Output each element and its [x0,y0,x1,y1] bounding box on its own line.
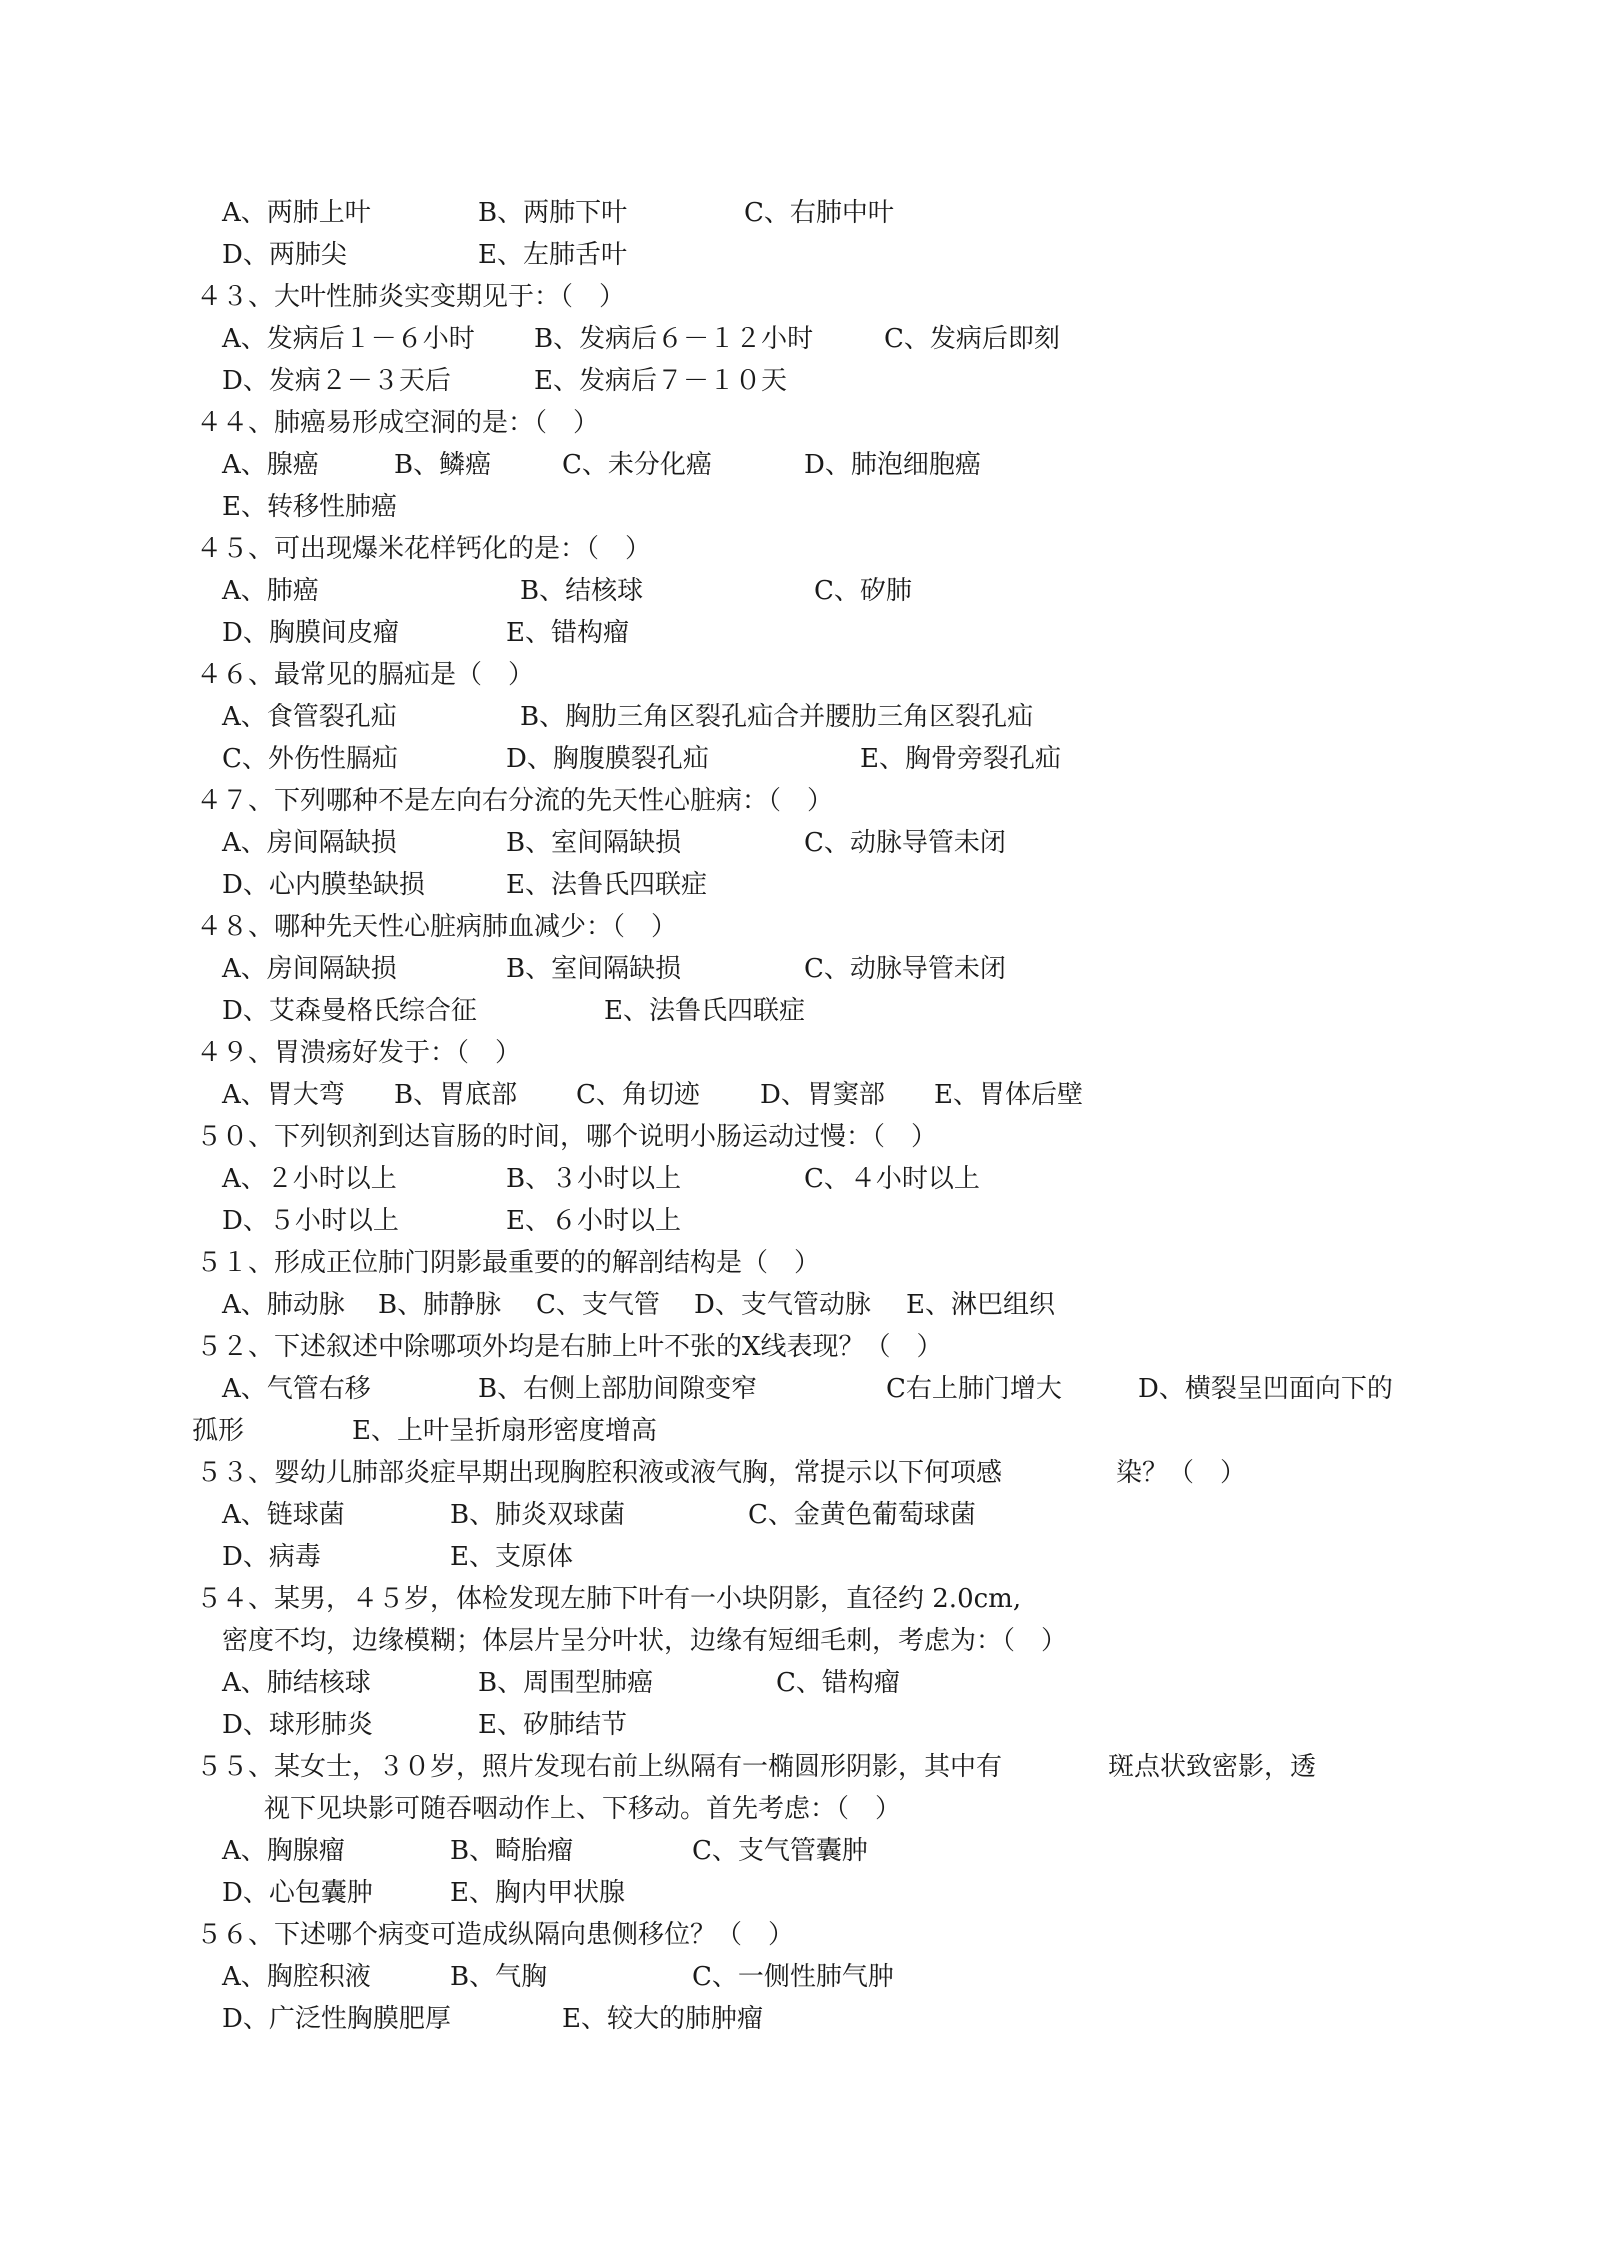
question-54-cont: 密度不均，边缘模糊；体层片呈分叶状，边缘有短细毛刺，考虑为：（ ） [222,1626,1068,1656]
option-a-q54: A、肺结核球 [222,1668,371,1698]
option-c-q43: C、发病后即刻 [884,324,1060,354]
option-c-q44: C、未分化癌 [562,450,712,480]
option-a-q55: A、胸腺瘤 [222,1836,345,1866]
question-44: ４４、肺癌易形成空洞的是：（ ） [196,408,600,438]
option-e-q46: E、胸骨旁裂孔疝 [860,744,1061,774]
option-a-q46: A、食管裂孔疝 [222,702,397,732]
option-e-q43: E、发病后７－１０天 [534,366,787,396]
question-53: ５３、婴幼儿肺部炎症早期出现胸腔积液或液气胸，常提示以下何项感 [196,1458,1003,1488]
question-47: ４７、下列哪种不是左向右分流的先天性心脏病：（ ） [196,786,834,816]
option-d-q56: D、广泛性胸膜肥厚 [222,2004,451,2034]
option-b-q50: B、３小时以上 [506,1164,682,1194]
option-a-q45: A、肺癌 [222,576,319,606]
option-d-q43: D、发病２－３天后 [222,366,451,396]
option-a-q50: A、２小时以上 [222,1164,397,1194]
option-c-q55: C、支气管囊肿 [692,1836,868,1866]
question-48: ４８、哪种先天性心脏病肺血减少：（ ） [196,912,678,942]
option-d-q45: D、胸膜间皮瘤 [222,618,399,648]
option-b-q53: B、肺炎双球菌 [450,1500,626,1530]
option-e-q51: E、淋巴组织 [906,1290,1055,1320]
option-e-q54: E、矽肺结节 [478,1710,627,1740]
option-e-q48: E、法鲁氏四联症 [604,996,805,1026]
option-e-q55: E、胸内甲状腺 [450,1878,625,1908]
question-55-mid: 斑点状致密影，透 [1108,1752,1317,1782]
option-b-q45: B、结核球 [520,576,644,606]
option-e-q44: E、转移性肺癌 [222,492,397,522]
option-a-q53: A、链球菌 [222,1500,345,1530]
option-a-q51: A、肺动脉 [222,1290,345,1320]
option-e-q53: E、支原体 [450,1542,573,1572]
option-a-q44: A、腺癌 [222,450,319,480]
question-51: ５１、形成正位肺门阴影最重要的的解剖结构是（ ） [196,1248,821,1278]
question-43: ４３、大叶性肺炎实变期见于：（ ） [196,282,626,312]
question-56: ５６、下述哪个病变可造成纵隔向患侧移位？（ ） [196,1920,795,1950]
option-c-q56: C、一侧性肺气肿 [692,1962,894,1992]
option-b-q43: B、发病后６－１２小时 [534,324,814,354]
question-54: ５４、某男，４５岁，体检发现左肺下叶有一小块阴影，直径约 2.0cm, [196,1584,1022,1614]
option-c-q47: C、动脉导管未闭 [804,828,1006,858]
option-a-q42: A、两肺上叶 [222,198,371,228]
option-b-q47: B、室间隔缺损 [506,828,682,858]
option-b-q51: B、肺静脉 [378,1290,502,1320]
option-b-q54: B、周围型肺癌 [478,1668,654,1698]
option-d-q47: D、心内膜垫缺损 [222,870,425,900]
option-c-q54: C、错构瘤 [776,1668,900,1698]
option-b-q56: B、气胸 [450,1962,548,1992]
option-b-q52: B、右侧上部肋间隙变窄 [478,1374,758,1404]
question-49: ４９、胃溃疡好发于：（ ） [196,1038,522,1068]
option-b-q55: B、畸胎瘤 [450,1836,574,1866]
option-b-q48: B、室间隔缺损 [506,954,682,984]
question-46: ４６、最常见的膈疝是（ ） [196,660,535,690]
question-53-cont: 染？（ ） [1116,1458,1247,1488]
question-50: ５０、下列钡剂到达盲肠的时间，哪个说明小肠运动过慢：（ ） [196,1122,938,1152]
option-a-q56: A、胸腔积液 [222,1962,371,1992]
option-e-q42: E、左肺舌叶 [478,240,627,270]
option-d-q52: D、横裂呈凹面向下的 [1138,1374,1393,1404]
option-d-q49: D、胃窦部 [760,1080,885,1110]
option-d-q52-cont: 孤形 [192,1416,245,1446]
option-d-q51: D、支气管动脉 [694,1290,871,1320]
option-e-q45: E、错构瘤 [506,618,629,648]
option-c-q46: C、外伤性膈疝 [222,744,398,774]
option-d-q42: D、两肺尖 [222,240,347,270]
option-b-q42: B、两肺下叶 [478,198,628,228]
option-e-q47: E、法鲁氏四联症 [506,870,707,900]
option-a-q52: A、气管右移 [222,1374,371,1404]
question-55: ５５、某女士，３０岁，照片发现右前上纵隔有一椭圆形阴影，其中有 [196,1752,1003,1782]
option-c-q48: C、动脉导管未闭 [804,954,1006,984]
option-e-q50: E、６小时以上 [506,1206,681,1236]
option-c-q45: C、矽肺 [814,576,912,606]
question-55-cont: 视下见块影可随吞咽动作上、下移动。首先考虑：（ ） [264,1794,902,1824]
option-b-q44: B、鳞癌 [394,450,492,480]
option-e-q49: E、胃体后壁 [934,1080,1083,1110]
option-d-q50: D、５小时以上 [222,1206,399,1236]
option-c-q52: C右上肺门增大 [886,1374,1062,1404]
option-c-q51: C、支气管 [536,1290,660,1320]
option-c-q53: C、金黄色葡萄球菌 [748,1500,976,1530]
option-a-q47: A、房间隔缺损 [222,828,397,858]
option-e-q56: E、较大的肺肿瘤 [562,2004,763,2034]
question-45: ４５、可出现爆米花样钙化的是：（ ） [196,534,652,564]
option-d-q54: D、球形肺炎 [222,1710,373,1740]
question-52: ５２、下述叙述中除哪项外均是右肺上叶不张的X线表现？（ ） [196,1332,943,1362]
option-d-q46: D、胸腹膜裂孔疝 [506,744,709,774]
option-a-q48: A、房间隔缺损 [222,954,397,984]
option-e-q52: E、上叶呈折扇形密度增高 [352,1416,657,1446]
option-c-q50: C、４小时以上 [804,1164,980,1194]
option-d-q53: D、病毒 [222,1542,321,1572]
option-c-q49: C、角切迹 [576,1080,700,1110]
option-c-q42: C、右肺中叶 [744,198,894,228]
option-a-q43: A、发病后１－６小时 [222,324,475,354]
option-d-q48: D、艾森曼格氏综合征 [222,996,477,1026]
option-b-q46: B、胸肋三角区裂孔疝合并腰肋三角区裂孔疝 [520,702,1034,732]
option-b-q49: B、胃底部 [394,1080,518,1110]
option-d-q55: D、心包囊肿 [222,1878,373,1908]
option-a-q49: A、胃大弯 [222,1080,345,1110]
option-d-q44: D、肺泡细胞癌 [804,450,981,480]
